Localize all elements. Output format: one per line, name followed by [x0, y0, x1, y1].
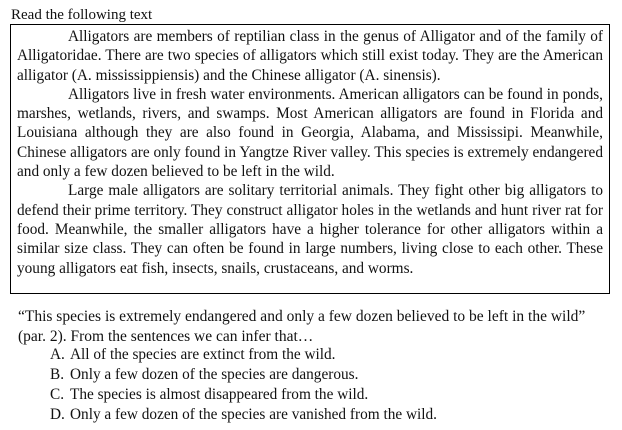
passage-box	[10, 24, 610, 294]
option-a[interactable]	[50, 345, 437, 365]
option-letter: A.	[50, 346, 65, 363]
question-text: “This species is extremely endangered and only a few dozen believed to be left in the wild” (par. 2). From the sentences we can infer that…	[18, 308, 586, 345]
passage-paragraph-3: Large male alligators are solitary territorial animals. They fight other big alligators to defend their prime territory. They construct alligator holes in the wetlands and hunt river rat for food. Meanwhile, the smaller alligators have a higher tolerance for other alligators within a similar size class. They can often be found in large numbers, living close to each other. These young alligators eat fish, insects, snails, crustaceans, and worms.	[17, 182, 603, 277]
option-d[interactable]	[50, 405, 437, 425]
option-letter: B.	[50, 366, 65, 383]
option-letter: C.	[50, 386, 65, 403]
option-c[interactable]	[50, 385, 437, 405]
option-text: The species is almost disappeared from the wild.	[70, 386, 369, 403]
answer-options	[50, 345, 437, 425]
passage-paragraph-1: Alligators are members of reptilian class in the genus of Alligator and of the family of Alligatoridae. There are two species of alligators which still exist today. They are the American alligator (A. mississippiensis) and the Chinese alligator (A. sinensis).	[17, 28, 603, 84]
option-text: All of the species are extinct from the wild.	[70, 346, 336, 363]
option-letter: D.	[50, 406, 65, 423]
option-b[interactable]	[50, 365, 437, 385]
passage-paragraph-2: Alligators live in fresh water environments. American alligators can be found in ponds, marshes, wetlands, rivers, and swamps. Most American alligators are found in Florida and Louisiana although they are also found in Georgia, Alabama, and Mississipi. Meanwhile, Chinese alligators are only found in Yangtze River valley. This species is extremely endangered and only a few dozen believed to be left in the wild.	[17, 85, 603, 181]
option-text: Only a few dozen of the species are vanished from the wild.	[70, 406, 437, 423]
instruction-text: Read the following text	[11, 7, 153, 23]
option-text: Only a few dozen of the species are dangerous.	[70, 366, 359, 383]
